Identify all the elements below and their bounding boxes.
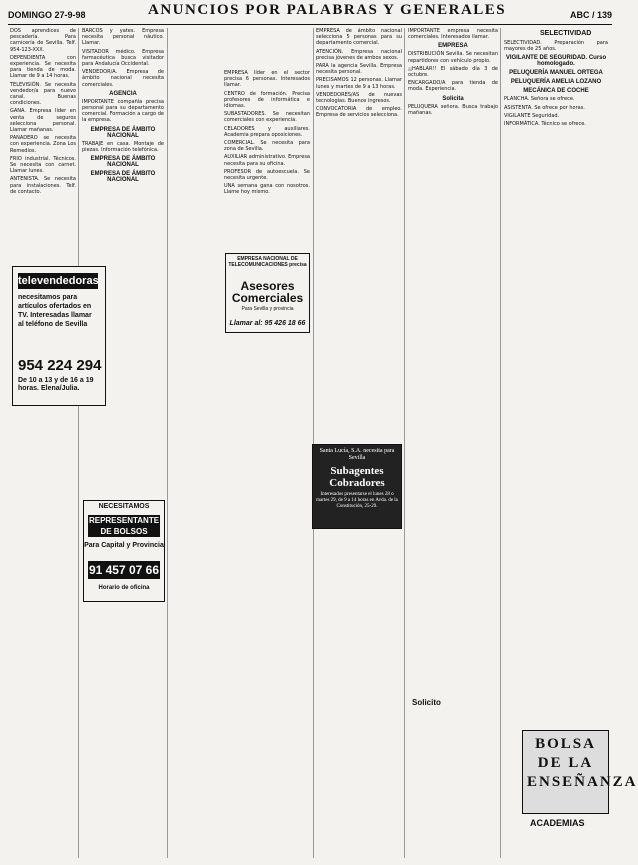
page-header (8, 2, 612, 25)
section-heading: EMPRESA DE ÁMBITO NACIONAL (90, 171, 156, 184)
column-divider (167, 28, 168, 858)
section-heading: PELUQUERÍA MANUEL ORTEGA (509, 70, 603, 77)
classified-ad: AUXILIAR administrativo. Empresa necesita para su oficina. (224, 154, 310, 167)
column-3 (224, 70, 310, 250)
classified-ad: VISITADOR médico. Empresa farmacéutica busca visitador para Andalucía Occidental. (82, 48, 164, 68)
column-5 (408, 28, 498, 688)
classified-ad: BARCOS y yates. Empresa necesita personal náutico. Llamar. (82, 28, 164, 47)
classified-ad: PRECISAMOS 12 personas. Llamar lunes y martes de 9 a 13 horas. (316, 77, 402, 90)
column-divider (78, 28, 79, 858)
classified-ad: SUBASTADORES. Se necesitan comerciales con experiencia. (224, 111, 310, 124)
classified-ad: ATENCIÓN. Empresa nacional precisa jóvenes de ambos sexos. (316, 48, 402, 61)
ad-kicker: NECESITAMOS (98, 503, 150, 510)
ad-details: Interesados presentarse el lunes 28 o martes 29, de 9 a 14 horas en Avda. de la Constitución, 25-29. (316, 492, 398, 509)
classified-ad: EMPRESA de ámbito nacional selecciona 5 personas para su departamento comercial. (316, 28, 402, 47)
ad-kicker: EMPRESA NACIONAL DE TELECOMUNICACIONES precisa (228, 256, 307, 268)
column-4 (316, 28, 402, 438)
classified-ad: VENDEDORES/AS de nuevas tecnologías. Buenos ingresos. (316, 91, 402, 105)
bolsa-ensenanza-ad (522, 730, 638, 814)
subagentes-cobradores-ad (312, 444, 402, 529)
selectividad-heading: SELECTIVIDAD (540, 30, 592, 37)
ad-body: necesitamos para artículos ofertados en TV. Interesadas llamar al teléfono de Sevilla (18, 294, 92, 328)
column-divider (313, 28, 314, 858)
asesores-comerciales-ad (225, 253, 310, 333)
ad-hours: De 10 a 13 y de 16 a 19 horas. Elena/Julia. (18, 377, 94, 392)
classified-ad: CONVOCATORIA de empleo. Empresa de servicios selecciona. (316, 106, 402, 119)
section-heading: PELUQUERÍA AMELIA LOZANO (510, 79, 602, 86)
classified-ad: DEPENDIENTA con experiencia. Se necesita para tienda de moda. Llamar de 9 a 14 horas. (10, 54, 76, 80)
classified-ad: DISTRIBUCIÓN Sevilla. Se necesitan repartidores con vehículo propio. (408, 51, 498, 64)
ad-phone: 91 457 07 66 (88, 563, 160, 577)
classified-ad: VIGILANTE Seguridad. (504, 112, 560, 119)
ad-phone: 954 224 294 (18, 357, 102, 374)
page-number: ABC / 139 (569, 10, 612, 20)
classified-ad: ANTENISTA. Se necesita para instalaciones. Telf. de contacto. (10, 176, 76, 195)
column-2 (82, 28, 164, 498)
section-heading: EMPRESA (438, 43, 468, 50)
classified-ad: CENTRO de formación. Precisa profesores de informática e idiomas. (224, 90, 310, 110)
ad-kicker: Santa Lucía, S.A. necesita para Sevilla (319, 448, 395, 461)
classified-ad: ¡¡HABLAR!! El sábado día 3 de octubre. (408, 65, 498, 79)
ad-headline: Subagentes Cobradores (329, 465, 385, 489)
section-heading: EMPRESA DE ÁMBITO NACIONAL (90, 156, 156, 169)
ad-headline: televendedoras (18, 275, 99, 287)
column-1 (10, 28, 76, 258)
classified-ad: DOS aprendices de pescadería. Para carnicería de Sevilla. Telf. 954-123-XXX. (10, 28, 76, 53)
classified-ad: COMERCIAL. Se necesita para zona de Sevilla. (224, 140, 310, 153)
classified-ad: VENDEDOR/A. Empresa de ámbito nacional necesita comerciales. (82, 69, 164, 88)
ad-headline: REPRESENTANTE DE BOLSOS (88, 516, 160, 536)
classified-ad: PARA la agencia Sevilla. Empresa necesita personal. (316, 63, 402, 76)
column-divider (404, 28, 405, 858)
classified-ad: ENCARGADO/A para tienda de moda. Experiencia. (408, 80, 498, 93)
section-heading: Solicita (442, 95, 464, 102)
classified-ad: INFORMÁTICA. Técnico se ofrece. (504, 121, 586, 128)
classified-ad: PLANCHA. Señora se ofrece. (504, 96, 575, 103)
section-heading: MECÁNICA DE COCHE (523, 88, 589, 95)
section-heading: VIGILANTE DE SEGURIDAD. Curso homologado. (505, 55, 607, 68)
ad-headline: Asesores Comerciales (231, 279, 304, 305)
classified-ad: SELECTIVIDAD. Preparación para mayores de 25 años. (504, 40, 608, 53)
classified-ad: IMPORTANTE empresa necesita comerciales. Interesados llamar. (408, 28, 498, 41)
classified-ad: UNA semana gana con nosotros. Llame hoy mismo. (224, 183, 310, 196)
classified-ad: EMPRESA líder en el sector precisa 6 personas. Interesados llamar. (224, 70, 310, 89)
section-heading: AGENCIA (109, 90, 137, 97)
classified-ad: PANADERO se necesita con experiencia. Zona Los Remedios. (10, 135, 76, 154)
section-title: ANUNCIOS POR PALABRAS Y GENERALES (148, 2, 507, 18)
solicito-heading: Solicito (412, 698, 441, 707)
classified-ad: TRABAJE en casa. Montaje de piezas. Información telefónica. (82, 140, 164, 153)
classified-ad: IMPORTANTE compañía precisa personal para su departamento comercial. Formación a cargo de la empresa. (82, 98, 164, 124)
column-6 (504, 40, 608, 720)
ad-headline: BOLSA DE LA ENSEÑANZA (527, 736, 638, 790)
representante-bolsos-ad (83, 500, 165, 602)
classified-ad: CELADORES y auxiliares. Academia prepara oposiciones. (224, 125, 310, 138)
ad-note: Horario de oficina (98, 585, 150, 591)
classified-ad: PROFESOR de autoescuela. Se necesita urgente. (224, 168, 310, 182)
ad-area: Para Sevilla y provincia (241, 306, 294, 312)
classified-ad: GANA. Empresa líder en venta de seguros selecciona personal. Llamar mañanas. (10, 108, 76, 134)
column-divider (500, 28, 501, 858)
section-heading: EMPRESA DE ÁMBITO NACIONAL (90, 126, 156, 139)
classified-ad: FRIO industrial. Técnicos. Se necesita con carnet. Llamar lunes. (10, 155, 76, 175)
classified-ad: ASISTENTA. Se ofrece por horas. (504, 104, 585, 111)
academias-heading: ACADEMIAS (530, 818, 585, 828)
header-date: DOMINGO 27-9-98 (8, 10, 86, 20)
classified-ad: PELUQUERA señora. Busca trabajo mañanas. (408, 103, 498, 116)
classified-ad: TELEVISIÓN. Se necesita vendedor/a para nuevo canal. Buenas condiciones. (10, 81, 76, 107)
ad-phone: Llamar al: 95 426 18 66 (229, 320, 306, 327)
televendedoras-ad (12, 266, 106, 406)
ad-region: Para Capital y Provincia (84, 542, 164, 549)
